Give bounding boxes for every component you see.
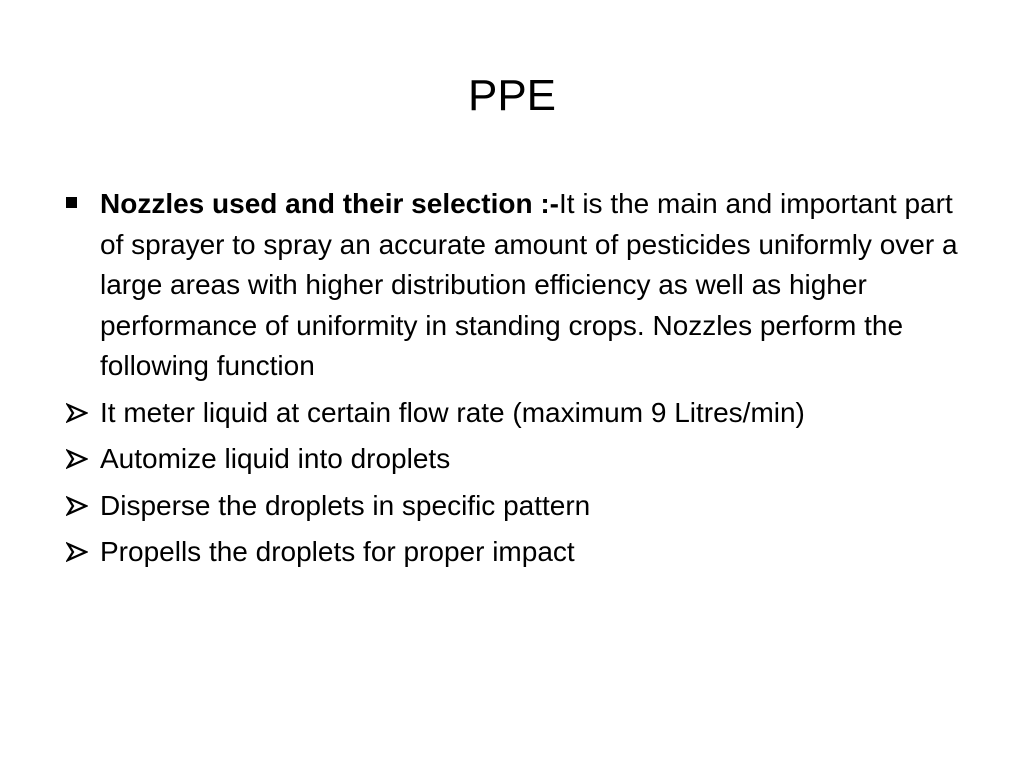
function-text: Disperse the droplets in specific pattern xyxy=(100,489,591,521)
intro-heading: Nozzles used and their selection :- xyxy=(100,188,559,219)
function-text: Automize liquid into droplets xyxy=(100,443,451,474)
function-text: It meter liquid at certain flow rate (maximum 9 Litres/min) xyxy=(100,396,805,428)
function-item xyxy=(64,439,974,480)
slide-title: PPE xyxy=(467,71,557,120)
function-item xyxy=(64,393,974,434)
function-item xyxy=(64,486,974,527)
intro-text: It is the main and important part of sprayer to spray an accurate amount of pesticides uniformly over a large areas with higher distribution efficiency as well as higher performance of uniformity in standing crops. Nozzles perform the following function xyxy=(100,188,958,381)
function-text: Propells the droplets for proper impact xyxy=(100,536,575,567)
function-item xyxy=(64,532,974,573)
intro-item xyxy=(64,184,974,387)
slide-body xyxy=(64,184,974,579)
